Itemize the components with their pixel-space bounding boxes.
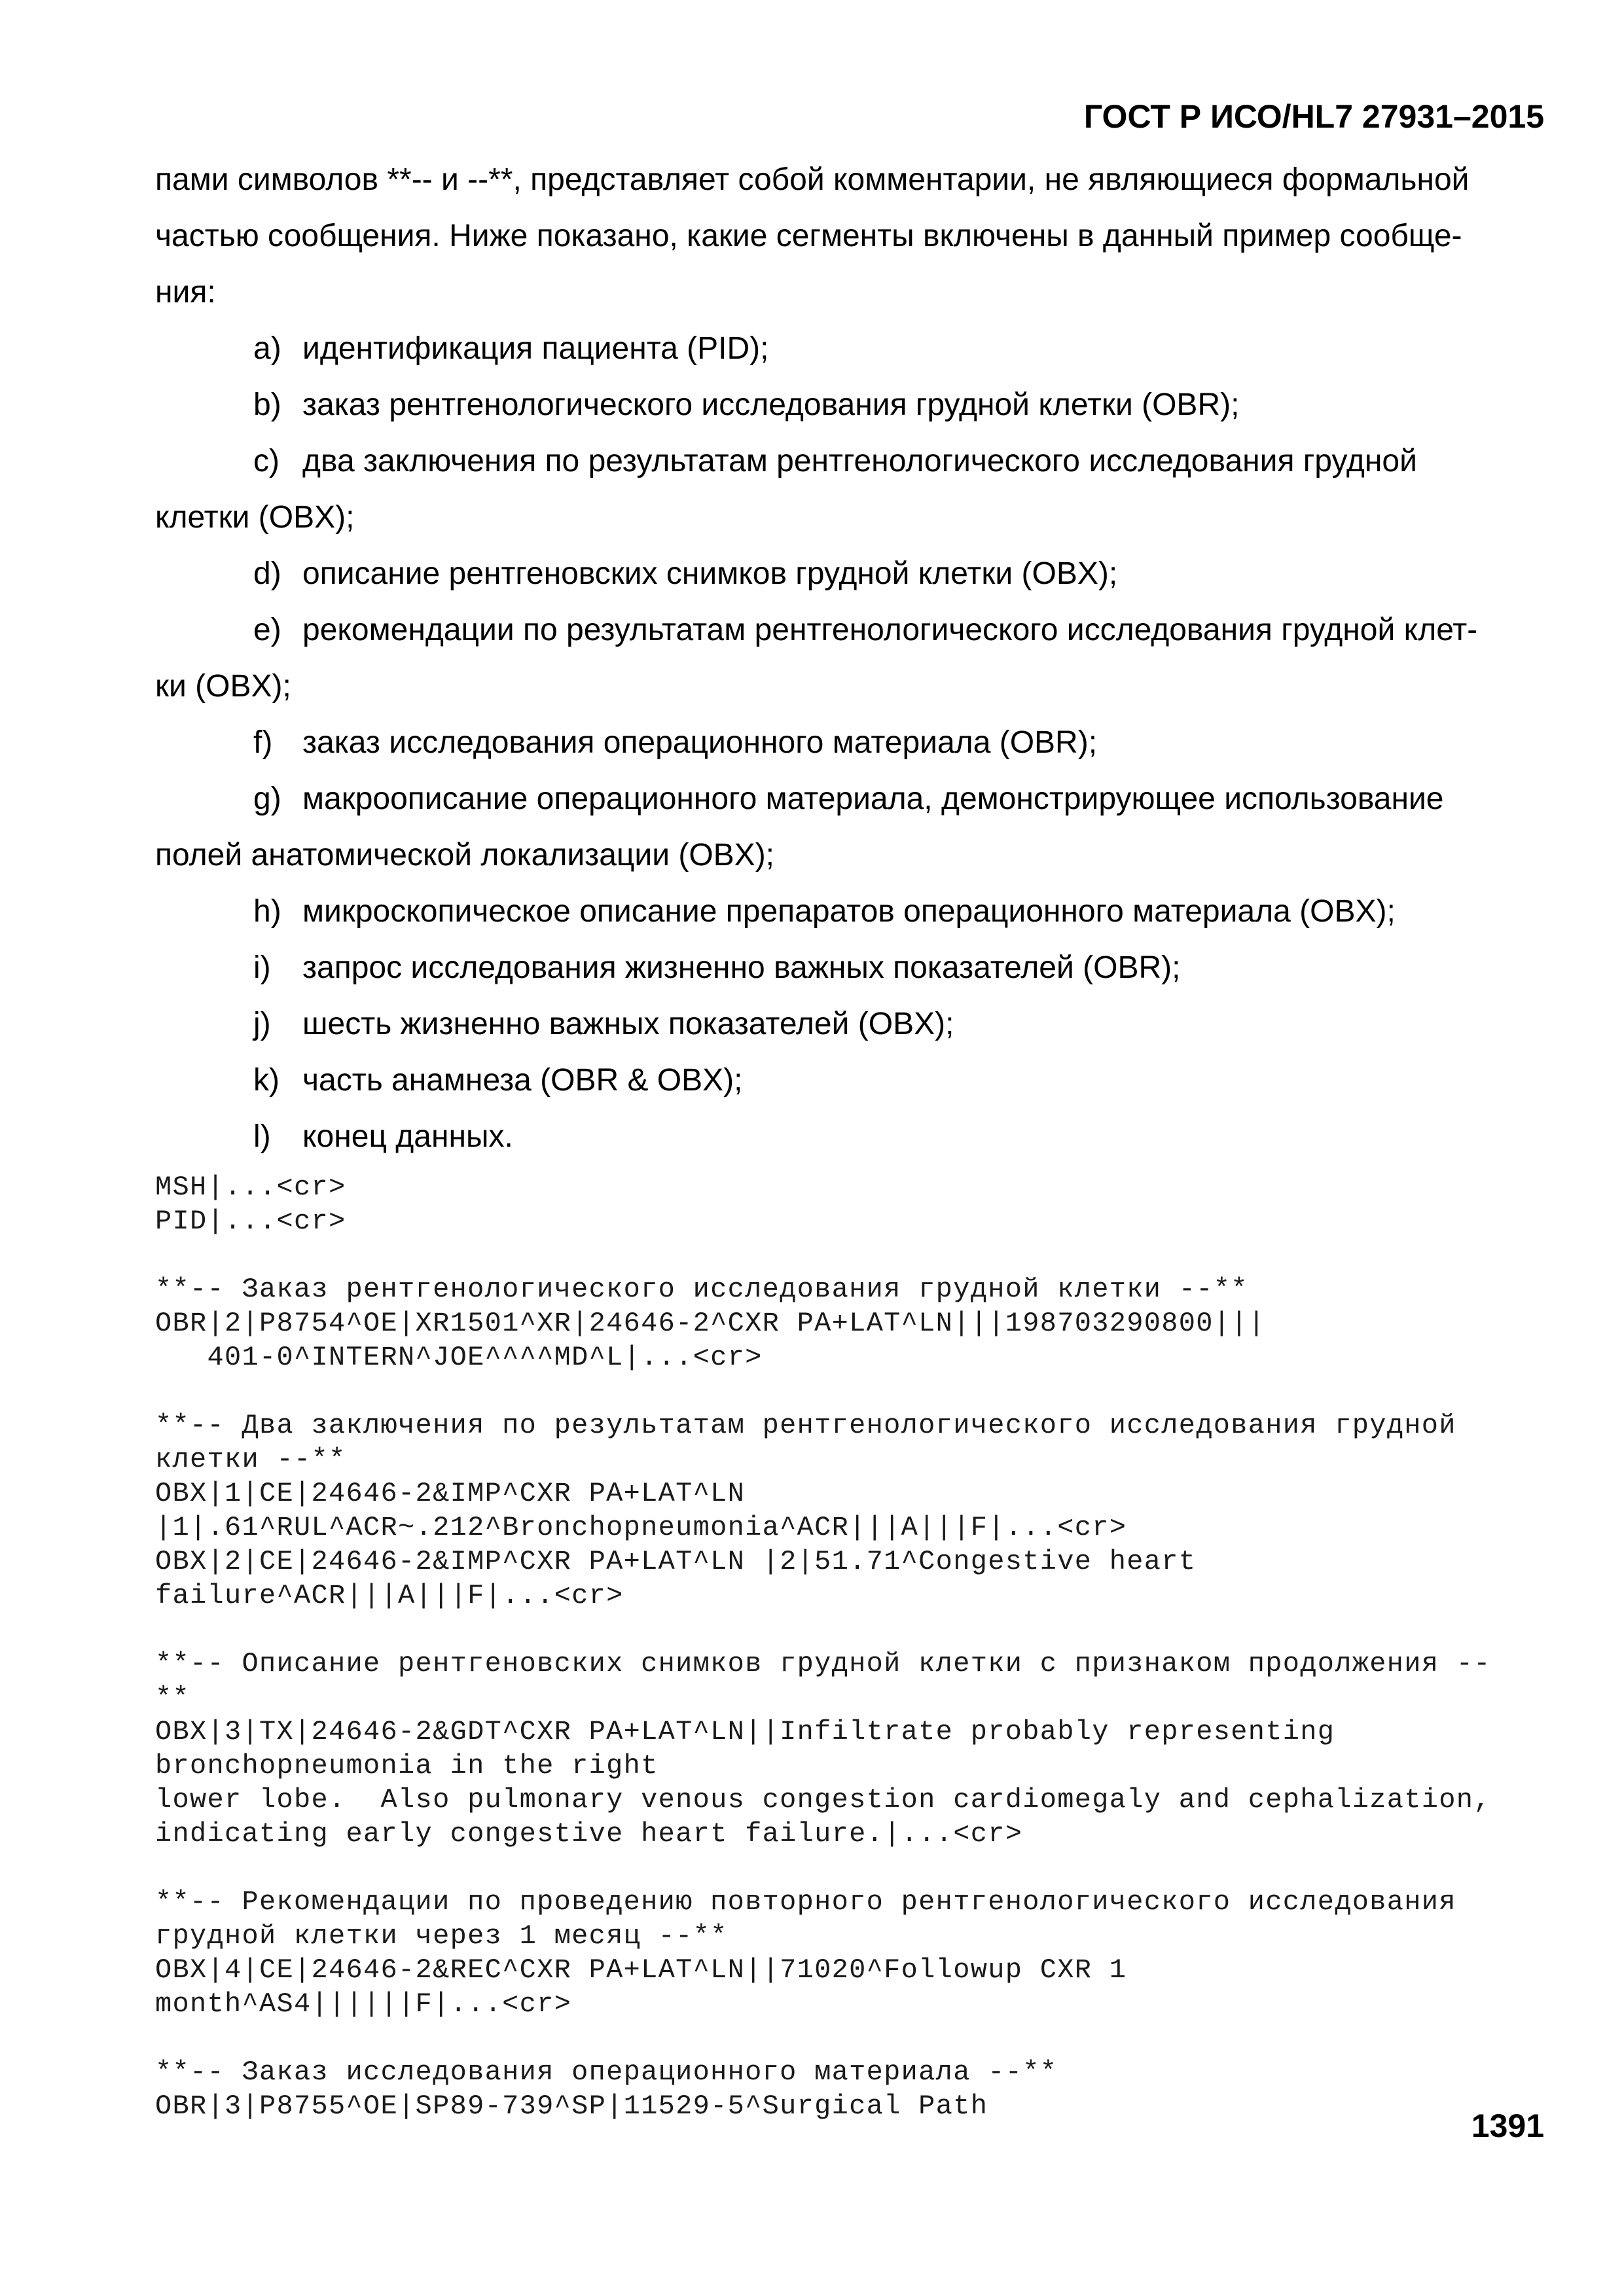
list-item-text: заказ исследования операционного материала (OBR); [302,725,1098,760]
code-line: OBX|2|CE|24646-2&IMP^CXR PA+LAT^LN |2|51.71^Congestive heart [155,1546,1197,1577]
list-item-continuation: клетки (OBX); [155,500,355,535]
list-item [155,771,1544,827]
code-line: failure^ACR|||A|||F|...<cr> [155,1580,624,1611]
code-blank-line [155,1374,1589,1408]
list-marker: d) [253,556,281,591]
standard-header: ГОСТ Р ИСО/HL7 27931–2015 [1083,98,1544,135]
code-line: **-- Описание рентгеновских снимков грудной клетки с признаком продолжения -- [155,1648,1491,1679]
code-blank-line [155,2021,1589,2055]
code-line: PID|...<cr> [155,1206,346,1237]
code-blank-line [155,1613,1589,1647]
list-item-text: микроскопическое описание препаратов операционного материала (OBX); [302,894,1396,929]
code-line: |1|.61^RUL^ACR~.212^Bronchopneumonia^ACR|||A|||F|...<cr> [155,1512,1127,1543]
code-line: **-- Заказ рентгенологического исследования грудной клетки --** [155,1274,1248,1305]
list-item-text: конец данных. [302,1119,513,1154]
code-line: ** [155,1682,190,1713]
list-item-text: шесть жизненно важных показателей (OBX); [302,1007,954,1041]
list-item [155,940,1544,996]
list-item [155,377,1544,433]
code-line: OBR|2|P8754^OE|XR1501^XR|24646-2^CXR PA+LAT^LN|||198703290800||| [155,1308,1266,1339]
list-marker: f) [253,725,273,760]
list-item [155,1052,1544,1109]
list-item-text: заказ рентгенологического исследования грудной клетки (OBR); [302,387,1240,422]
list-item-text: запрос исследования жизненно важных показателей (OBR); [302,950,1181,985]
code-blank-line [155,1238,1589,1272]
list-item [155,884,1544,940]
list-item-text: идентификация пациента (PID); [302,331,769,366]
code-line: клетки --** [155,1444,346,1475]
list-marker: j) [253,1007,271,1041]
code-listing [155,1170,1589,2123]
code-line: month^AS4||||||F|...<cr> [155,1988,572,2020]
list-item-text: часть анамнеза (OBR & OBX); [302,1063,743,1098]
list-marker: i) [253,950,271,985]
list-item [155,321,1544,377]
code-line: OBR|3|P8755^OE|SP89-739^SP|11529-5^Surgical Path [155,2090,988,2122]
code-line: **-- Заказ исследования операционного материала --** [155,2056,1058,2088]
intro-line: пами символов **-- и --**, представляет собой комментарии, не являющиеся формальной [155,162,1470,197]
code-line: indicating early congestive heart failure.|...<cr> [155,1818,1023,1850]
list-marker: h) [253,894,281,929]
intro-line: ния: [155,275,216,310]
list-marker: c) [253,444,280,478]
list-item-text: макроописание операционного материала, демонстрирующее использование [302,781,1444,816]
list-item-continuation: ки (OBX); [155,669,291,704]
list-marker: g) [253,781,281,816]
code-line: bronchopneumonia in the right [155,1750,659,1782]
list-item [155,715,1544,771]
list-item [155,433,1544,490]
list-marker: b) [253,387,281,422]
list-item [155,546,1544,602]
code-line: грудной клетки через 1 месяц --** [155,1920,728,1952]
intro-line: частью сообщения. Ниже показано, какие сегменты включены в данный пример сообще- [155,219,1462,253]
list-item [155,602,1544,658]
code-line: MSH|...<cr> [155,1172,346,1203]
code-blank-line [155,1851,1589,1885]
code-line: 401-0^INTERN^JOE^^^^MD^L|...<cr> [155,1342,763,1373]
list-item-text: рекомендации по результатам рентгенологического исследования грудной клет- [302,613,1478,647]
list-item-text: описание рентгеновских снимков грудной клетки (OBX); [302,556,1118,591]
list-marker: l) [253,1119,271,1154]
code-line: OBX|3|TX|24646-2&GDT^CXR PA+LAT^LN||Infiltrate probably representing [155,1716,1335,1748]
list-marker: e) [253,613,281,647]
code-line: **-- Рекомендации по проведению повторного рентгенологического исследования [155,1886,1456,1918]
code-line: OBX|4|CE|24646-2&REC^CXR PA+LAT^LN||71020^Followup CXR 1 [155,1954,1127,1986]
page-number: 1391 [1471,2108,1544,2144]
list-marker: a) [253,331,281,366]
code-line: lower lobe. Also pulmonary venous congestion cardiomegaly and cephalization, [155,1784,1491,1816]
code-line: OBX|1|CE|24646-2&IMP^CXR PA+LAT^LN [155,1478,746,1509]
list-item-continuation: полей анатомической локализации (OBX); [155,838,775,872]
body-text [155,152,1544,1165]
code-line: **-- Два заключения по результатам рентгенологического исследования грудной [155,1410,1456,1441]
list-marker: k) [253,1063,280,1098]
list-item [155,996,1544,1052]
segment-list [155,321,1544,1165]
list-item-text: два заключения по результатам рентгенологического исследования грудной [302,444,1417,478]
list-item [155,1109,1544,1165]
